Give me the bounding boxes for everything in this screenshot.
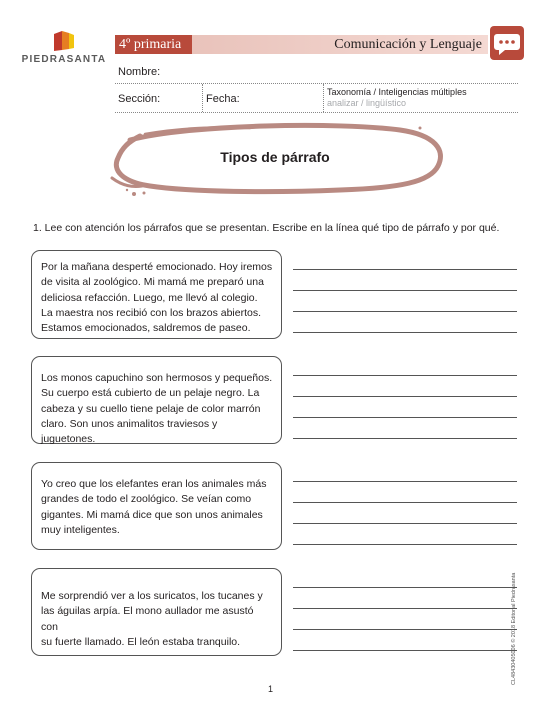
paragraph-line: claro. Son unos animalitos traviesos y juguetones.: [41, 417, 218, 446]
form-divider: [202, 84, 203, 112]
paragraph-line: Por la mañana desperté emocionado. Hoy iremos: [41, 261, 273, 273]
paragraph-line: Los monos capuchino son hermosos y pequeños.: [41, 372, 273, 384]
answer-line[interactable]: [293, 396, 517, 397]
instruction-text: 1. Lee con atención los párrafos que se presentan. Escribe en la línea qué tipo de párrafo y por qué.: [33, 222, 500, 234]
answer-line[interactable]: [293, 629, 517, 630]
taxonomy-values: analizar / lingüístico: [327, 98, 407, 108]
answer-line[interactable]: [293, 502, 517, 503]
form-divider: [115, 83, 518, 84]
answer-line[interactable]: [293, 544, 517, 545]
answer-line[interactable]: [293, 650, 517, 651]
paragraph-line: grandes de todo el zoológico. Se veían como: [41, 493, 252, 506]
paragraph-line: gigantes. Mi mamá dice que son unos animales: [41, 508, 263, 521]
answer-line[interactable]: [293, 290, 517, 291]
copyright-text: CL48430405006 © 2018 Editorial Piedrasanta: [511, 572, 517, 685]
brand-name: PIEDRASANTA: [21, 54, 107, 65]
paragraph-line: deliciosa refacción. Luego, me llevó al colegio.: [41, 291, 258, 304]
book-logo-icon: [52, 30, 76, 52]
copyright-credit: [511, 545, 525, 685]
form-divider: [323, 84, 324, 112]
answer-line[interactable]: [293, 375, 517, 376]
answer-line[interactable]: [293, 481, 517, 482]
paragraph-line: Me sorprendió ver a los suricatos, los tucanes y: [41, 590, 263, 602]
page-number: 1: [268, 684, 274, 694]
answer-line[interactable]: [293, 269, 517, 270]
paragraph-line: Yo creo que los elefantes eran los animales más: [41, 478, 267, 490]
paragraph-line: Su cuerpo está cubierto de un pelaje negro. La: [41, 387, 260, 400]
paragraph-box: [31, 462, 282, 550]
paragraph-line: las águilas arpía. El mono aullador me asustó con: [41, 605, 254, 633]
answer-line[interactable]: [293, 438, 517, 439]
name-label: Nombre:: [118, 66, 161, 78]
speech-bubble-icon: [489, 25, 525, 61]
paragraph-line: muy inteligentes.: [41, 523, 120, 536]
grade-label: 4º primaria: [119, 37, 182, 52]
taxonomy-label: Taxonomía / Inteligencias múltiples: [327, 87, 467, 97]
answer-line[interactable]: [293, 311, 517, 312]
grade-band: [115, 35, 192, 54]
section-label: Sección:: [118, 93, 161, 105]
page-title: Tipos de párrafo: [220, 149, 330, 165]
paragraph-line: La maestra nos recibió con los brazos abiertos.: [41, 306, 262, 319]
form-divider: [115, 112, 518, 113]
subject-label: Comunicación y Lenguaje: [334, 37, 482, 52]
paragraph-line: su fuerte llamado. El león estaba tranquilo.: [41, 635, 241, 648]
answer-line[interactable]: [293, 332, 517, 333]
paragraph-line: de visita al zoológico. Mi mamá me preparó una: [41, 276, 264, 289]
answer-line[interactable]: [293, 523, 517, 524]
answer-line[interactable]: [293, 608, 517, 609]
answer-line[interactable]: [293, 587, 517, 588]
paragraph-box: [31, 250, 282, 339]
paragraph-line: Estamos emocionados, saldremos de paseo.: [41, 322, 251, 335]
publisher-logo: [18, 30, 110, 70]
paragraph-box: [31, 356, 282, 444]
date-label: Fecha:: [206, 93, 240, 105]
answer-line[interactable]: [293, 417, 517, 418]
subject-band: [192, 35, 488, 54]
paragraph-line: cabeza y su cuello tiene pelaje de color marrón: [41, 402, 261, 415]
paragraph-box: [31, 568, 282, 656]
